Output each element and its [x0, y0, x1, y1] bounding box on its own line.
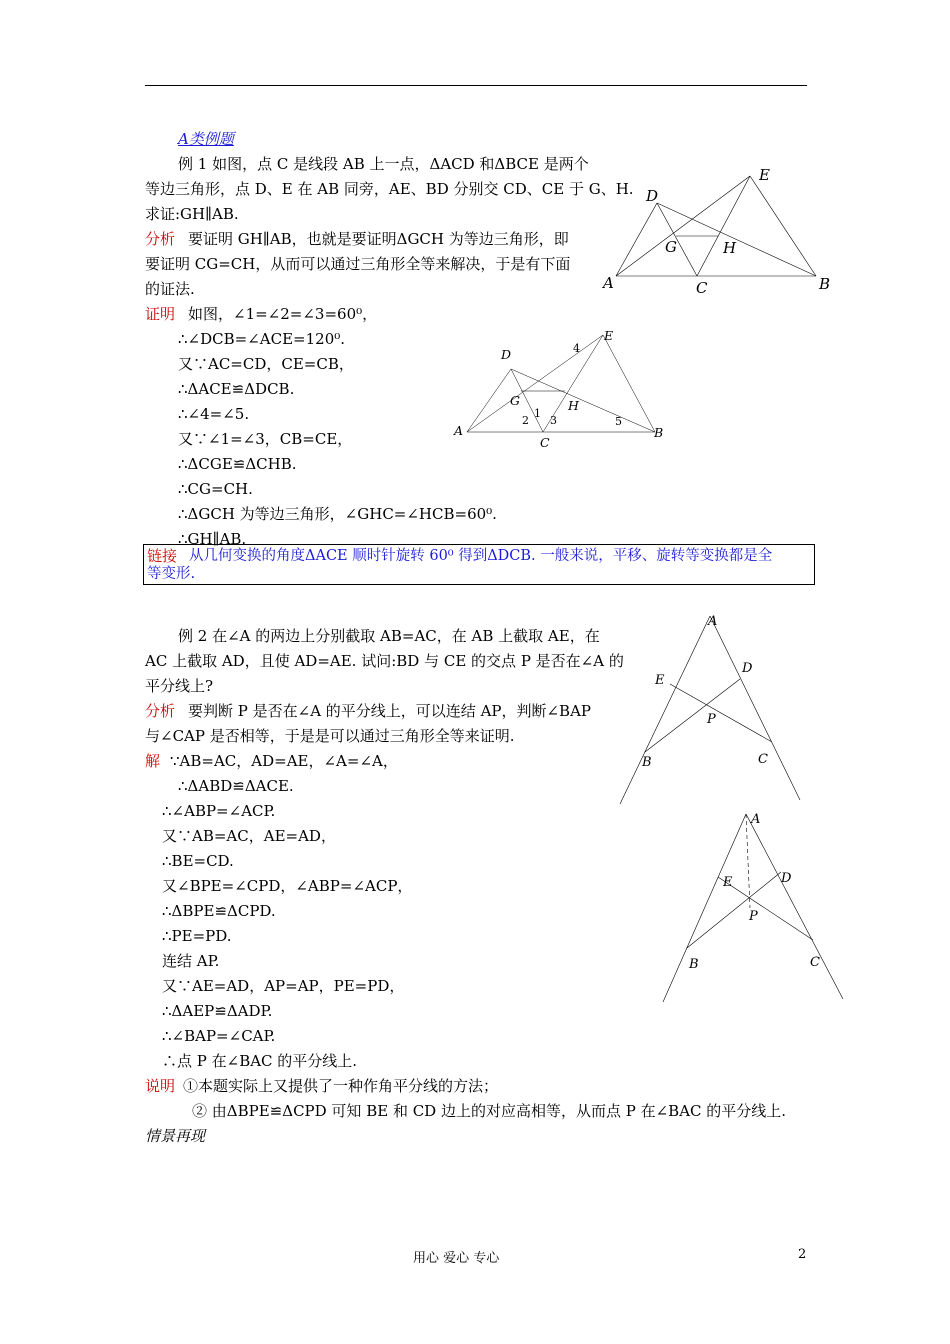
fig4-label-A: A — [751, 812, 761, 827]
ex1-analysis-line-3: 的证法. — [145, 280, 195, 298]
figure-3 — [610, 610, 820, 810]
fig1-label-A: A — [603, 274, 614, 292]
ex1-line-1: 例 1 如图，点 C 是线段 AB 上一点，ΔACD 和ΔBCE 是两个 — [178, 155, 589, 173]
ex2-sol-line-6: 又∠BPE=∠CPD，∠ABP=∠ACP， — [162, 877, 413, 895]
ex2-sol-line-10: 又∵AE=AD，AP=AP，PE=PD， — [162, 977, 405, 995]
ex2-line-3: 平分线上? — [145, 677, 214, 695]
fig1-label-H: H — [723, 239, 737, 257]
fig1-label-D: D — [646, 187, 659, 205]
scene-title: 情景再现 — [145, 1127, 206, 1145]
fig2-num-4: 4 — [573, 342, 580, 355]
figure-1 — [590, 160, 850, 300]
ex1-proof-line-4: ∴ΔACE≌ΔDCB. — [178, 380, 295, 398]
ex1-proof-line-5: ∴∠4=∠5. — [178, 405, 250, 423]
ex1-proof-line-9: ∴ΔGCH 为等边三角形，∠GHC=∠HCB=60⁰. — [178, 505, 497, 523]
fig2-label-H: H — [568, 398, 579, 413]
fig2-label-B: B — [654, 425, 664, 440]
ex2-sol-line-5: ∴BE=CD. — [162, 852, 234, 870]
fig2-label-C: C — [540, 435, 550, 450]
ex2-sol-line-12: ∴∠BAP=∠CAP. — [162, 1027, 276, 1045]
ex2-line-1: 例 2 在∠A 的两边上分别截取 AB=AC，在 AB 上截取 AE，在 — [178, 627, 600, 645]
ex2-sol-line-4: 又∵AB=AC，AE=AD， — [162, 827, 336, 845]
ex2-sol-line-1: ∵AB=AC，AD=AE，∠A=∠A， — [170, 752, 398, 770]
header-rule — [145, 85, 807, 86]
fig1-label-C: C — [696, 279, 708, 297]
ex2-sol-line-11: ∴ΔAEP≌ΔADP. — [162, 1002, 273, 1020]
ex1-proof-label: 证明 — [145, 305, 176, 323]
ex1-line-3: 求证:GH∥AB. — [145, 205, 239, 223]
ex1-line-2: 等边三角形，点 D、E 在 AB 同旁，AE、BD 分别交 CD、CE 于 G、H. — [145, 180, 634, 198]
ex2-analysis-line-2: 与∠CAP 是否相等，于是是可以通过三角形全等来证明. — [145, 727, 515, 745]
footer-text: 用心 爱心 专心 — [413, 1251, 500, 1266]
fig1-label-E: E — [759, 166, 770, 184]
page-number: 2 — [798, 1247, 807, 1262]
ex1-proof-line-10: ∴GH∥AB. — [178, 530, 247, 548]
fig4-label-D: D — [781, 871, 792, 886]
fig2-label-G: G — [510, 393, 520, 408]
fig2-num-3: 3 — [550, 414, 557, 427]
fig2-label-A: A — [454, 423, 464, 438]
fig4-label-C: C — [810, 955, 820, 970]
fig2-label-D: D — [501, 347, 512, 362]
fig1-label-B: B — [819, 275, 831, 293]
figure-2 — [450, 325, 680, 455]
fig3-label-A: A — [708, 614, 718, 629]
link-line-1: 从几何变换的角度ΔACE 顺时针旋转 60⁰ 得到ΔDCB. 一般来说，平移、旋转等变换都是全 — [189, 548, 773, 564]
fig2-num-1: 1 — [534, 407, 541, 420]
fig3-label-E: E — [655, 673, 665, 688]
ex2-sol-line-8: ∴PE=PD. — [162, 927, 232, 945]
figure-4 — [655, 805, 855, 1010]
fig4-label-E: E — [723, 875, 733, 890]
ex2-line-2: AC 上截取 AD，且使 AD=AE. 试问:BD 与 CE 的交点 P 是否在∠A 的 — [145, 652, 624, 670]
ex2-note-line-1: ①本题实际上又提供了一种作角平分线的方法； — [183, 1077, 499, 1095]
ex2-sol-line-13: ∴点 P 在∠BAC 的平分线上. — [162, 1052, 358, 1070]
ex1-proof-line-7: ∴ΔCGE≌ΔCHB. — [178, 455, 297, 473]
fig1-label-G: G — [665, 238, 677, 256]
ex2-note-label: 说明 — [145, 1077, 176, 1095]
ex1-analysis-label: 分析 — [145, 230, 176, 248]
ex1-proof-line-2: ∴∠DCB=∠ACE=120⁰. — [178, 330, 346, 348]
fig2-num-5: 5 — [615, 415, 622, 428]
fig3-label-B: B — [642, 755, 652, 770]
ex2-solution-label: 解 — [145, 752, 161, 770]
ex1-proof-line-8: ∴CG=CH. — [178, 480, 253, 498]
ex2-sol-line-9: 连结 AP. — [162, 952, 220, 970]
fig3-label-P: P — [707, 712, 716, 727]
ex2-sol-line-7: ∴ΔBPE≌ΔCPD. — [162, 902, 276, 920]
ex1-analysis-line-2: 要证明 CG=CH，从而可以通过三角形全等来解决，于是有下面 — [145, 255, 571, 273]
ex1-analysis-line-1: 要证明 GH∥AB，也就是要证明ΔGCH 为等边三角形，即 — [188, 230, 569, 248]
ex1-proof-line-1: 如图，∠1=∠2=∠3=60⁰， — [188, 305, 378, 323]
ex2-note-line-2: ② 由ΔBPE≌ΔCPD 可知 BE 和 CD 边上的对应高相等，从而点 P 在∠BAC 的平分线上. — [192, 1102, 787, 1120]
link-label: 链接 — [147, 547, 178, 565]
ex2-sol-line-3: ∴∠ABP=∠ACP. — [162, 802, 276, 820]
fig2-label-E: E — [604, 328, 614, 343]
fig2-num-2: 2 — [522, 414, 529, 427]
link-line-2: 等变形. — [147, 566, 196, 582]
fig3-label-C: C — [758, 752, 768, 767]
ex2-analysis-line-1: 要判断 P 是否在∠A 的平分线上，可以连结 AP，判断∠BAP — [188, 702, 592, 720]
ex2-sol-line-2: ∴ΔABD≌ΔACE. — [178, 777, 294, 795]
fig3-label-D: D — [742, 661, 753, 676]
section-title: A类例题 — [178, 130, 234, 148]
ex2-analysis-label: 分析 — [145, 702, 176, 720]
ex1-proof-line-6: 又∵∠1=∠3，CB=CE， — [178, 430, 353, 448]
fig4-label-P: P — [749, 909, 758, 924]
ex1-proof-line-3: 又∵AC=CD，CE=CB， — [178, 355, 354, 373]
fig4-label-B: B — [689, 957, 699, 972]
